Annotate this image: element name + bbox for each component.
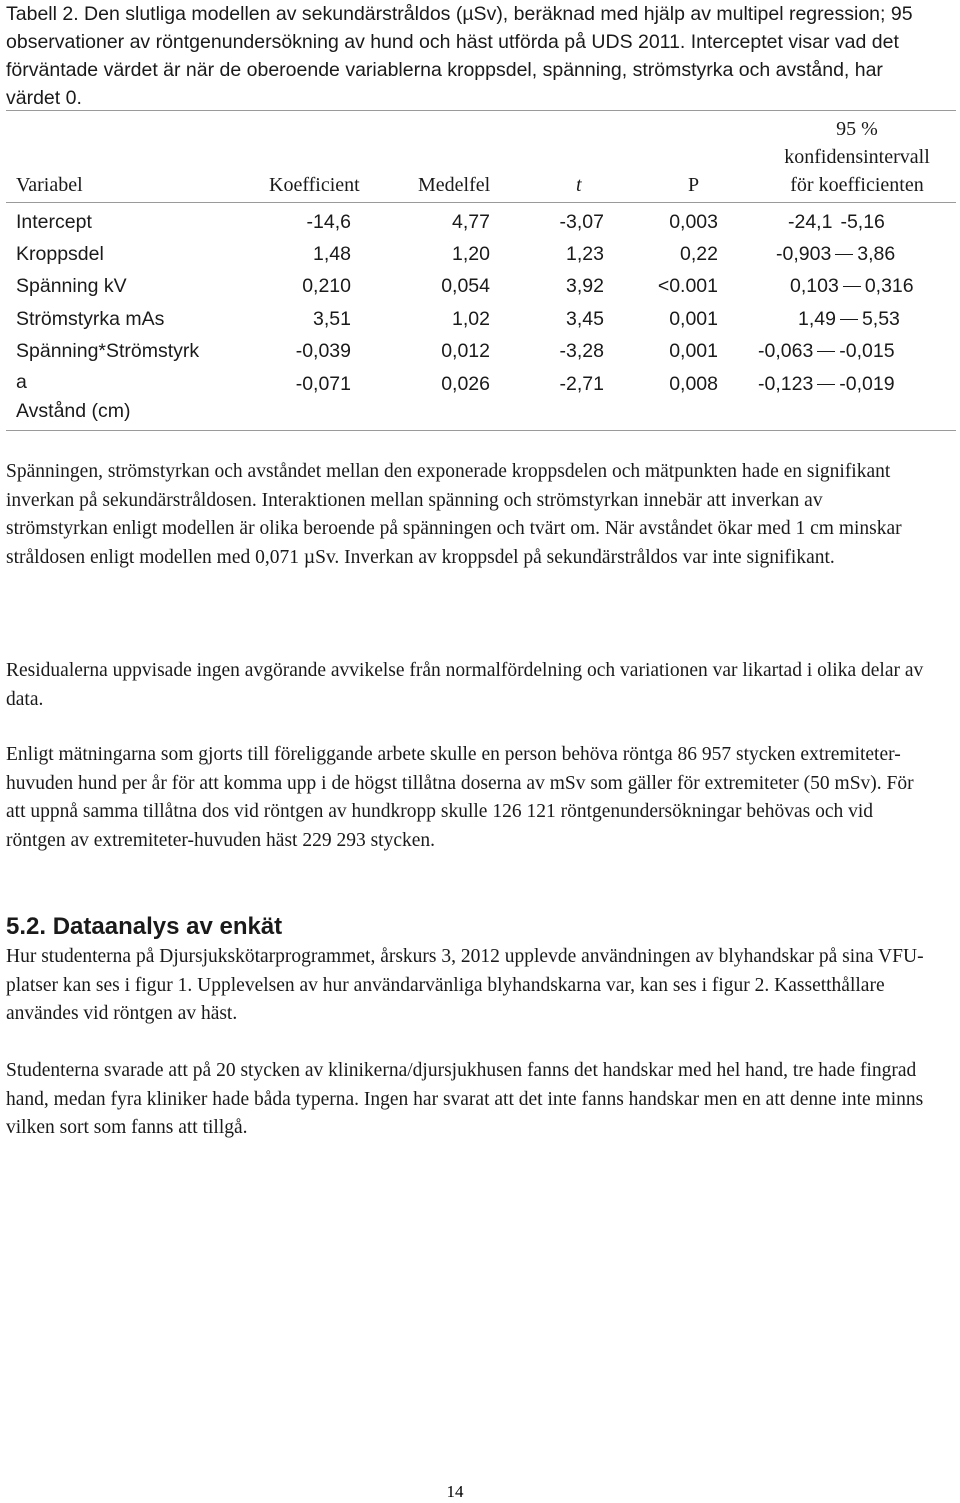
dose-paragraph: Enligt mätningarna som gjorts till föreliggande arbete skulle en person behöva röntga 86 957 stycken extremiteter-huvuden hund per år för att komma upp i de högst tillåtna doserna av mSv som gäller för extremiteter (50 mSv). För att uppnå samma tillåtna dos vid röntgen av hundkropp skulle 126 121 röntgenundersökningar behövas och vid röntgen av extremiteter-huvuden häst 229 293 stycken. [6, 744, 914, 851]
row-t: -2,71 [559, 373, 604, 395]
row-t: 1,23 [566, 243, 604, 265]
table-caption: Tabell 2. Den slutliga modellen av sekundärstråldos (µSv), beräknad med hjälp av multipel regression; 95 observationer av röntgenundersökning av hund och häst utförda på UDS 2011. Interceptet visar vad det förväntade värdet är när de oberoende variablerna kroppsdel, spänning, strömstyrka och avstånd, har värdet 0. [6, 3, 913, 109]
ci-separator [843, 286, 861, 287]
ci-low: -0,123 [758, 373, 814, 395]
row-variable: Spänning kV [16, 275, 127, 297]
survey-paragraph-1: Hur studenterna på Djursjukskötarprogrammet, årskurs 3, 2012 upplevde användningen av blyhandskar på sina VFU-platser kan ses i figur 1. Upplevelsen av hur användarvänliga blyhandskarna var, kan ses i figur 2. Kassetthållare användes vid röntgen av häst. [6, 946, 924, 1024]
row-p: 0,003 [669, 211, 718, 233]
header-standard-error: Medelfel [418, 174, 491, 196]
header-p: P [688, 174, 700, 196]
row-standard-error: 1,20 [452, 243, 490, 265]
ci-high: -0,019 [839, 373, 895, 395]
row-ci [790, 273, 914, 299]
row-variable: Spänning*Strömstyrk [16, 340, 200, 362]
ci-separator [840, 319, 858, 320]
section-heading: 5.2. Dataanalys av enkät [6, 913, 283, 940]
row-t: 3,92 [566, 275, 604, 297]
ci-high: -0,015 [839, 340, 895, 362]
row-ci [798, 306, 900, 332]
row-ci [758, 371, 895, 397]
row-p: 0,001 [669, 308, 718, 330]
header-ci-line2: konfidensintervall [784, 146, 930, 168]
ci-low: -0,063 [758, 340, 814, 362]
row-p: 0,22 [680, 243, 718, 265]
row-p: 0,008 [669, 373, 718, 395]
row-coefficient: -14,6 [306, 211, 351, 233]
row-standard-error: 0,054 [441, 275, 490, 297]
ci-high: 0,316 [864, 275, 914, 297]
row-variable: Avstånd (cm) [16, 400, 131, 422]
row-t: 3,45 [566, 308, 604, 330]
ci-separator [817, 351, 835, 352]
row-standard-error: 0,026 [441, 373, 490, 395]
row-p: <0.001 [657, 275, 718, 297]
row-t: -3,07 [559, 211, 604, 233]
header-ci-line3: för koefficienten [790, 174, 924, 196]
row-standard-error: 4,77 [452, 211, 490, 233]
row-ci [758, 338, 895, 364]
ci-low: 1,49 [798, 308, 836, 330]
table-top-rule [6, 110, 956, 111]
ci-high: -5,16 [840, 211, 885, 233]
ci-low: 0,103 [790, 275, 839, 297]
ci-separator [817, 384, 835, 385]
row-standard-error: 0,012 [441, 340, 490, 362]
header-t: t [576, 174, 582, 196]
row-ci [776, 241, 895, 267]
header-coefficient: Koefficient [269, 174, 360, 196]
row-t: -3,28 [559, 340, 604, 362]
row-ci [788, 209, 885, 235]
table-bottom-rule [6, 430, 956, 431]
row-variable: Kroppsdel [16, 243, 104, 265]
header-variable: Variabel [16, 174, 83, 196]
page-number: 14 [446, 1482, 464, 1501]
row-coefficient: -0,039 [295, 340, 351, 362]
row-variable: a [16, 371, 27, 393]
table-header-rule [6, 202, 956, 203]
row-variable: Intercept [16, 211, 92, 233]
header-ci-line1: 95 % [836, 118, 878, 140]
row-variable: Strömstyrka mAs [16, 308, 165, 330]
ci-low: -24,1 [788, 211, 833, 233]
row-p: 0,001 [669, 340, 718, 362]
results-paragraph: Spänningen, strömstyrkan och avståndet mellan den exponerade kroppsdelen och mätpunkten hade en signifikant inverkan på sekundärstråldosen. Interaktionen mellan spänning och strömstyrkan innebär att inverkan av strömstyrkan enligt modellen är olika beroende på spänningen och tvärt om. När avståndet ökar med 1 cm minskar stråldosen enligt modellen med 0,071 µSv. Inverkan av kroppsdel på sekundärstråldos var inte signifikant. [6, 461, 902, 568]
survey-paragraph-2: Studenterna svarade att på 20 stycken av klinikerna/djursjukhusen fanns det handskar med hel hand, tre hade fingrad hand, medan fyra kliniker hade båda typerna. Ingen har svarat att det inte fanns handskar men en att denne inte minns vilken sort som fanns att tillgå. [6, 1060, 924, 1138]
row-coefficient: -0,071 [295, 373, 351, 395]
row-standard-error: 1,02 [452, 308, 490, 330]
ci-low: -0,903 [776, 243, 832, 265]
row-coefficient: 0,210 [302, 275, 351, 297]
row-coefficient: 3,51 [313, 308, 351, 330]
row-coefficient: 1,48 [313, 243, 351, 265]
ci-high: 5,53 [861, 308, 900, 330]
residuals-paragraph: Residualerna uppvisade ingen avgörande avvikelse från normalfördelning och variationen var likartad i olika delar av data. [6, 660, 924, 710]
ci-separator [835, 254, 853, 255]
ci-high: 3,86 [857, 243, 896, 265]
